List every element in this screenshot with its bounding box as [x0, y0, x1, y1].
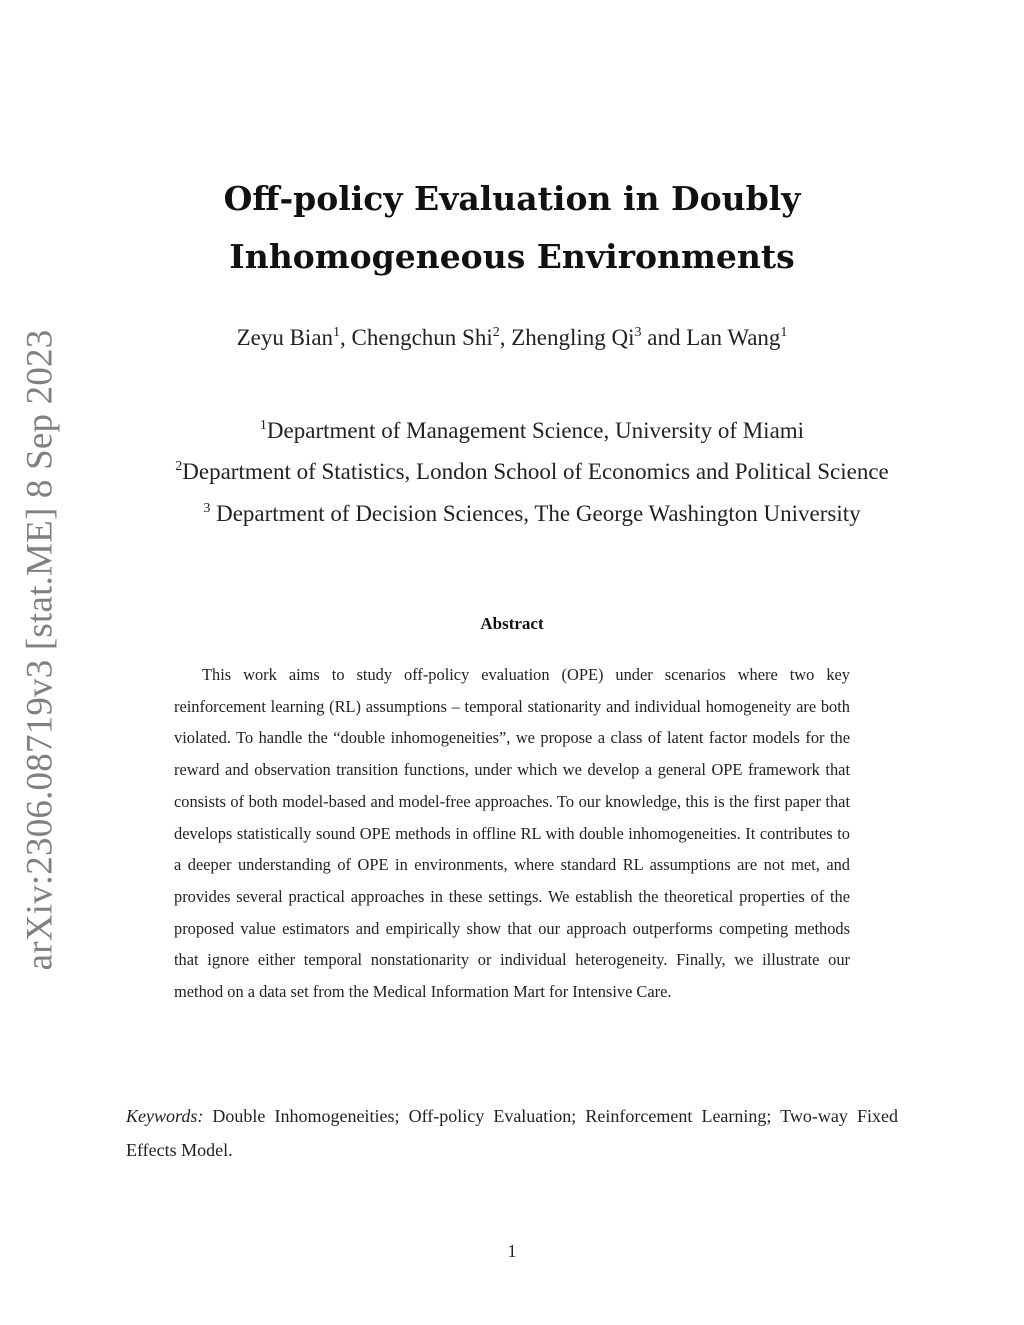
author-affiliation-mark: 3 [634, 325, 642, 340]
affiliation-mark: 3 [203, 501, 211, 516]
author-separator: and [641, 325, 687, 350]
author-affiliation-mark: 1 [333, 325, 341, 340]
keywords-label: Keywords: [126, 1106, 204, 1126]
author-name: Zhengling Qi [511, 325, 635, 350]
author-affiliation-mark: 1 [780, 325, 788, 340]
affiliation-2 [20, 459, 1024, 485]
author-name: Zeyu Bian [236, 325, 334, 350]
keywords-text: Double Inhomogeneities; Off-policy Evaluation; Reinforcement Learning; Two-way Fixed Effects Model. [126, 1106, 898, 1160]
author-name: Lan Wang [686, 325, 781, 350]
author-name: Chengchun Shi [351, 325, 493, 350]
affiliation-text: Department of Decision Sciences, The George Washington University [210, 501, 861, 526]
arxiv-identifier-stamp: arXiv:2306.08719v3 [stat.ME] 8 Sep 2023 [19, 329, 61, 971]
affiliation-text: Department of Management Science, University of Miami [266, 418, 805, 443]
affiliation-mark: 2 [175, 459, 183, 474]
affiliation-mark: 1 [259, 418, 267, 433]
page-number: 1 [507, 1241, 517, 1261]
paper-title-line-2: Inhomogeneous Environments [229, 237, 795, 276]
abstract-body: This work aims to study off-policy evaluation (OPE) under scenarios where two key reinforcement learning (RL) assumptions – temporal stationarity and individual homogeneity are both violated. To handle the “double inhomogeneities”, we propose a class of latent factor models for the reward and observation transition functions, under which we develop a general OPE framework that consists of both model-based and model-free approaches. To our knowledge, this is the first paper that develops statistically sound OPE methods in offline RL with double inhomogeneities. It contributes to a deeper understanding of OPE in environments, where standard RL assumptions are not met, and provides several practical approaches in these settings. We establish the theoretical properties of the proposed value estimators and empirically show that our approach outperforms competing methods that ignore either temporal nonstationarity or individual heterogeneity. Finally, we illustrate our method on a data set from the Medical Information Mart for Intensive Care. [174, 665, 850, 1002]
abstract-heading: Abstract [480, 614, 544, 633]
paper-title [0, 170, 1024, 286]
affiliation-3 [20, 501, 1024, 527]
affiliation-1 [20, 418, 1024, 444]
author-list [0, 325, 1024, 351]
author-separator: , [499, 325, 512, 350]
author-separator: , [340, 325, 352, 350]
paper-title-line-1: Off-policy Evaluation in Doubly [223, 179, 801, 218]
keywords-paragraph [126, 1099, 898, 1167]
author-affiliation-mark: 2 [492, 325, 500, 340]
affiliation-text: Department of Statistics, London School of Economics and Political Science [182, 459, 889, 484]
